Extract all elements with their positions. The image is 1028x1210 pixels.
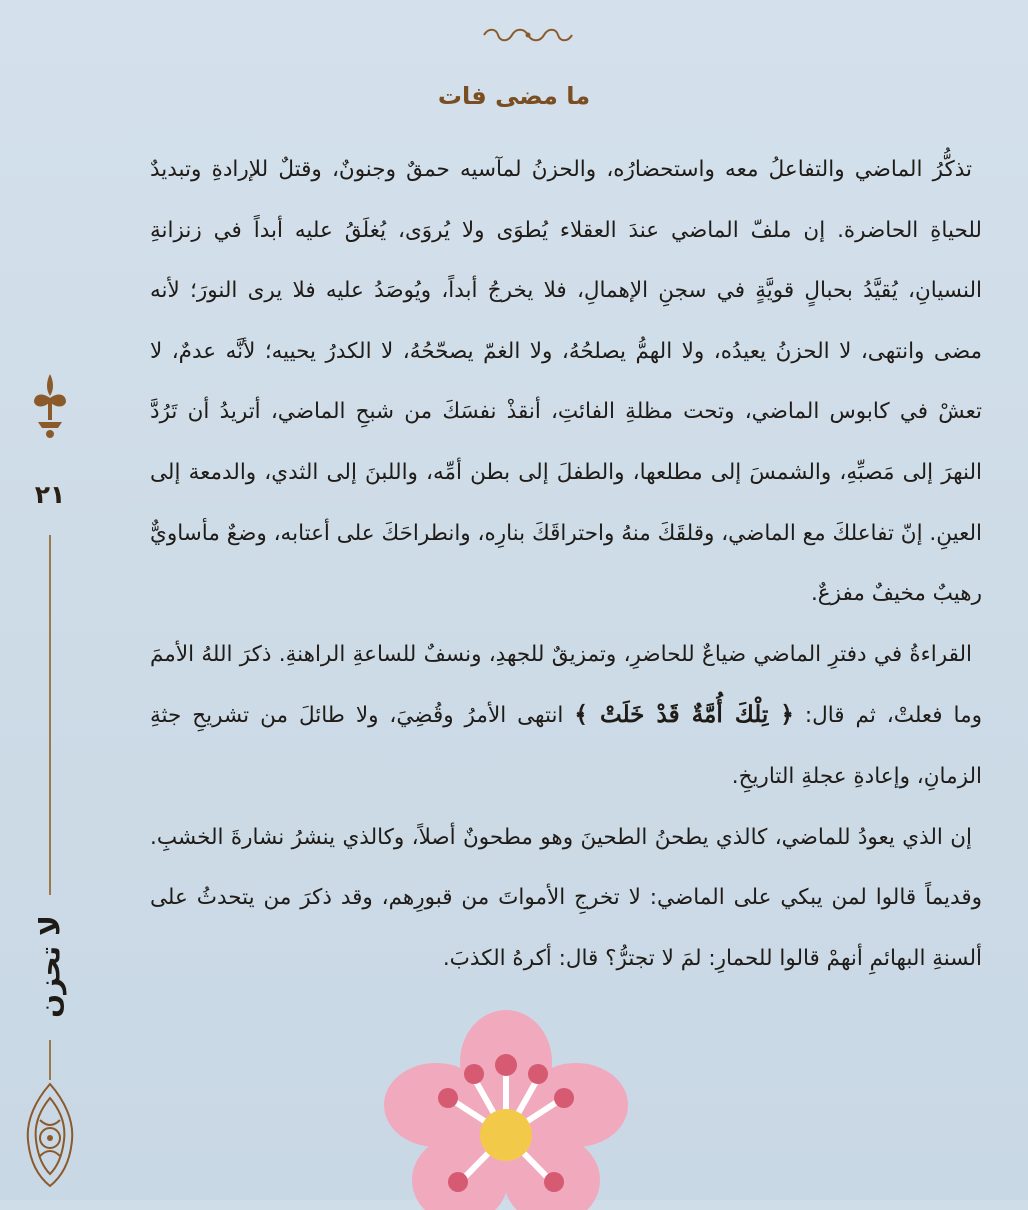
side-fleur-icon xyxy=(30,370,70,440)
paragraph-text: انتهى الأمرُ وقُضِيَ، ولا طائلَ من تشريحِ جثةِ الزمانِ، وإعادةِ عجلةِ التاريخِ. xyxy=(150,703,982,789)
side-decoration xyxy=(30,360,70,1180)
body-text xyxy=(150,140,982,989)
chapter-title: ما مضى فات xyxy=(437,82,591,110)
divider xyxy=(49,1040,51,1080)
flower-sticker-icon xyxy=(382,1010,630,1210)
top-flourish-icon xyxy=(478,24,578,46)
divider xyxy=(49,535,51,895)
paragraph: إن الذي يعودُ للماضي، كالذي يطحنُ الطحينَ وهو مطحونٌ أصلاً، وكالذي ينشرُ نشارةَ الخشبِ. وقديماً قالوا لمن يبكي على الماضي: لا تخرجِ الأمواتَ من قبورِهم، وقد ذكرَ من يتحدثُ على ألسنةِ البهائمِ أنهمْ قالوا للحمارِ: لمَ لا تجترُّ؟ قال: أكرهُ الكذبَ. xyxy=(150,824,982,971)
quran-verse: ﴿ تِلْكَ أُمَّةٌ قَدْ خَلَتْ ﴾ xyxy=(574,701,794,729)
page-number: ٢١ xyxy=(34,480,66,509)
book-title: لا تحزن xyxy=(33,915,67,1018)
paragraph-text: القراءةُ في دفترِ الماضي ضياعٌ للحاضرِ، وتمزيقٌ للجهدِ، ونسفٌ للساعةِ الراهنةِ. ذكرَ اللهُ الأممَ وما فعلتْ، ثم قال: xyxy=(150,641,982,729)
paragraph xyxy=(150,625,982,808)
paragraph: تذكُّرُ الماضي والتفاعلُ معه واستحضارُه، والحزنُ لمآسيه حمقٌ وجنونٌ، وقتلٌ للإرادةِ وتبديدٌ للحياةِ الحاضرة. إن ملفّ الماضي عندَ العقلاء يُطوَى ولا يُروَى، يُغلَقُ عليه أبداً في زنزانةِ النسيانِ، يُقيَّدُ بحبالٍ قويَّةٍ في سجنِ الإهمالِ، فلا يخرجُ أبداً، ويُوصَدُ عليه فلا يرى النورَ؛ لأنه مضى وانتهى، لا الحزنُ يعيدُه، ولا الهمُّ يصلحُهُ، ولا الغمّ يصحّحُهُ، لا الكدرُ يحييه؛ لأنَّه عدمٌ، لا تعشْ في كابوس الماضي، وتحت مظلةِ الفائتِ، أنقذْ نفسَكَ من شبحِ الماضي، أتريدُ أن تَرُدَّ النهرَ إلى مَصبِّهِ، والشمسَ إلى مطلعها، والطفلَ إلى بطن أمِّه، واللبنَ إلى الثدي، والدمعة إلى العينِ. إنّ تفاعلكَ مع الماضي، وقلقَكَ منهُ واحتراقَكَ بنارِه، وانطراحَكَ على أعتابه، وضعٌ مأساويٌّ رهيبٌ مخيفٌ مفزعٌ. xyxy=(150,157,982,607)
arabesque-medallion-icon xyxy=(24,1080,76,1190)
